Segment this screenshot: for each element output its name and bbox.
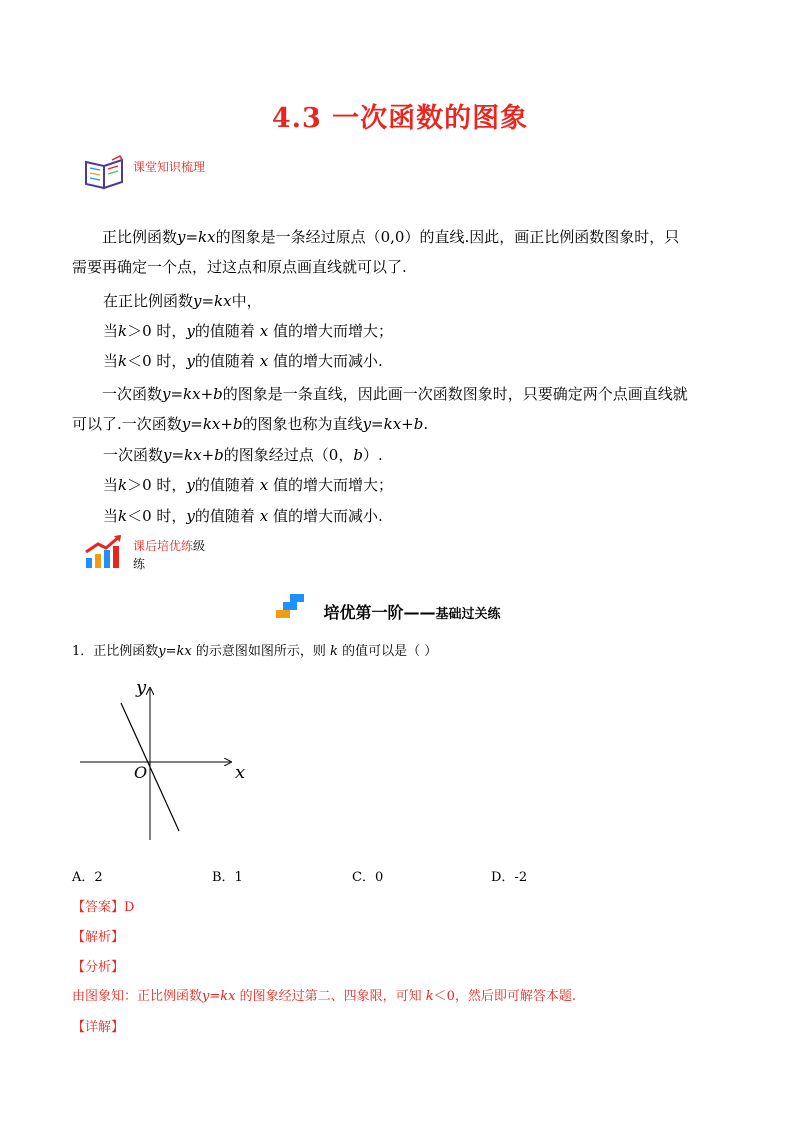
function-graph bbox=[70, 675, 260, 850]
knowledge-line-7: 当k＞0 时，y的值随着 x 值的增大而增大； bbox=[103, 476, 393, 494]
y-axis-label: y bbox=[136, 677, 147, 698]
xiangjie-label: 【详解】 bbox=[72, 1020, 125, 1035]
growth-chart-icon bbox=[82, 534, 128, 570]
knowledge-line-4: 当k＜0 时，y的值随着 x 值的增大而减小. bbox=[103, 352, 383, 370]
question-1-text: 1．正比例函数y=kx 的示意图如图所示，则 k 的值可以是（ ） bbox=[72, 644, 438, 659]
option-b[interactable]: B．1 bbox=[212, 870, 243, 885]
option-c[interactable]: C．0 bbox=[352, 870, 384, 885]
jiexi-label: 【解析】 bbox=[72, 930, 125, 945]
knowledge-paragraph-5: 一次函数y=kx+b的图象是一条直线，因此画一次函数图象时，只要确定两个点画直线就 可以了.一次函数y=kx+b的图象也称为直线y=kx+b. bbox=[72, 385, 688, 433]
answer-line: 【答案】D bbox=[72, 900, 135, 915]
knowledge-line-6: 一次函数y=kx+b的图象经过点（0，b）. bbox=[103, 446, 383, 464]
option-d[interactable]: D．-2 bbox=[491, 870, 528, 885]
section-practice-heading-cont: 练 bbox=[133, 557, 146, 571]
knowledge-line-8: 当k＜0 时，y的值随着 x 值的增大而减小. bbox=[103, 507, 383, 525]
origin-label: O bbox=[134, 763, 148, 782]
analysis-text: 由图象知：正比例函数y=kx 的图象经过第二、四象限，可知 k＜0，然后即可解答本题. bbox=[72, 989, 577, 1004]
knowledge-line-2: 在正比例函数y=kx中， bbox=[103, 292, 262, 310]
book-icon bbox=[82, 154, 128, 190]
section-practice-heading: 课后培优练级 bbox=[133, 539, 206, 553]
fenxi-label: 【分析】 bbox=[72, 960, 125, 975]
option-a[interactable]: A．2 bbox=[72, 870, 103, 885]
knowledge-paragraph-1: 正比例函数y=kx的图象是一条经过原点（0,0）的直线.因此，画正比例函数图象时，只 需要再确定一个点，过这点和原点画直线就可以了. bbox=[72, 228, 680, 276]
knowledge-line-3: 当k＞0 时，y的值随着 x 值的增大而增大； bbox=[103, 322, 393, 340]
section-knowledge-heading: 课堂知识梳理 bbox=[133, 160, 206, 174]
page-title: 4.3 一次函数的图象 bbox=[271, 103, 529, 134]
x-axis-label: x bbox=[235, 762, 246, 783]
stage-title: 培优第一阶——基础过关练 bbox=[323, 603, 501, 622]
